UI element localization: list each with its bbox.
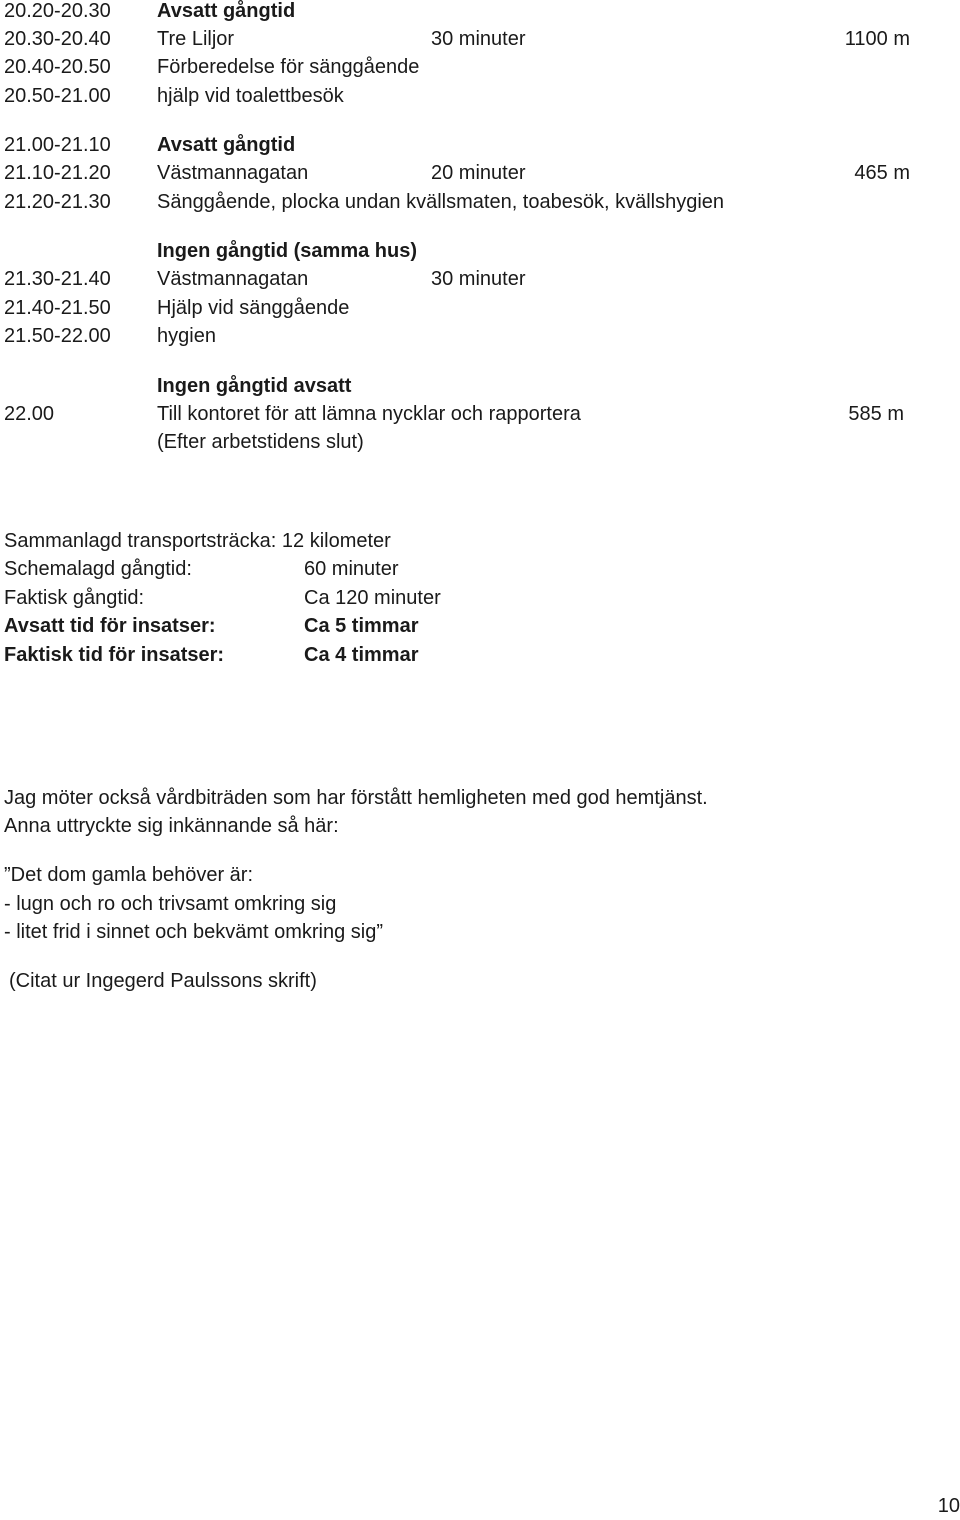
summary-row (4, 555, 704, 583)
schedule-time: 21.00-21.10 (4, 134, 111, 156)
schedule-activity: Till kontoret för att lämna nycklar och rapportera (157, 403, 581, 425)
schedule-time: 22.00 (4, 403, 55, 425)
schedule-activity: Tre Liljor (157, 28, 235, 50)
schedule-activity: Förberedelse för sänggående (157, 56, 420, 78)
schedule-time: 21.50-22.00 (4, 325, 111, 347)
schedule-row (4, 400, 954, 428)
summary-row (4, 612, 704, 640)
quote-line: ”Det dom gamla behöver är: (4, 864, 254, 886)
schedule-row (4, 265, 954, 293)
schedule-time: 21.40-21.50 (4, 297, 111, 319)
schedule-row (4, 25, 954, 53)
summary-value: Ca 4 timmar (304, 644, 419, 666)
schedule-row (4, 294, 954, 322)
paragraph-line: Anna uttryckte sig inkännande så här: (4, 815, 339, 837)
schedule-row (4, 237, 954, 265)
schedule-time: 20.40-20.50 (4, 56, 111, 78)
summary-label: Schemalagd gångtid: (4, 558, 192, 580)
schedule-row (4, 372, 954, 400)
schedule-time: 20.20-20.30 (4, 0, 111, 22)
summary-row (4, 527, 704, 555)
schedule-distance: 1100 m (844, 28, 910, 50)
schedule-distance: 585 m (848, 403, 904, 425)
schedule-activity: Hjälp vid sänggående (157, 297, 350, 319)
summary-value: Ca 120 minuter (304, 587, 441, 609)
schedule-time: 20.30-20.40 (4, 28, 111, 50)
quote-line: - lugn och ro och trivsamt omkring sig (4, 893, 337, 915)
summary-label: Avsatt tid för insatser: (4, 615, 216, 637)
schedule-duration: 20 minuter (431, 162, 526, 184)
quote-line: - litet frid i sinnet och bekvämt omkring sig” (4, 921, 384, 943)
schedule-activity: hjälp vid toalettbesök (157, 85, 344, 107)
page-number: 10 (937, 1495, 960, 1517)
schedule-activity: Avsatt gångtid (157, 134, 296, 156)
schedule-row (4, 0, 954, 25)
schedule-activity: Västmannagatan (157, 268, 309, 290)
summary-row (4, 584, 704, 612)
schedule-time: 21.20-21.30 (4, 191, 111, 213)
schedule-duration: 30 minuter (431, 268, 526, 290)
citation: (Citat ur Ingegerd Paulssons skrift) (9, 970, 317, 992)
schedule-row (4, 188, 954, 216)
summary-label: Faktisk gångtid: (4, 587, 145, 609)
schedule-activity: Västmannagatan (157, 162, 309, 184)
schedule-row (4, 159, 954, 187)
schedule-activity: Ingen gångtid avsatt (157, 375, 352, 397)
schedule-activity: (Efter arbetstidens slut) (157, 431, 364, 453)
schedule-row (4, 53, 954, 81)
summary-label: Sammanlagd transportsträcka: 12 kilometer (4, 530, 391, 552)
schedule-time: 21.30-21.40 (4, 268, 111, 290)
summary-row (4, 641, 704, 669)
schedule-row (4, 82, 954, 110)
schedule-row (4, 428, 954, 456)
schedule-duration: 30 minuter (431, 28, 526, 50)
schedule-distance: 465 m (854, 162, 910, 184)
schedule-activity: Sänggående, plocka undan kvällsmaten, toabesök, kvällshygien (157, 191, 725, 213)
schedule-time: 21.10-21.20 (4, 162, 111, 184)
summary-value: 60 minuter (304, 558, 399, 580)
summary-label: Faktisk tid för insatser: (4, 644, 225, 666)
schedule-row (4, 131, 954, 159)
schedule-time: 20.50-21.00 (4, 85, 111, 107)
schedule-row (4, 322, 954, 350)
summary-value: Ca 5 timmar (304, 615, 419, 637)
paragraph-line: Jag möter också vårdbiträden som har förstått hemligheten med god hemtjänst. (4, 787, 708, 809)
schedule-activity: hygien (157, 325, 216, 347)
schedule-activity: Ingen gångtid (samma hus) (157, 240, 418, 262)
schedule-activity: Avsatt gångtid (157, 0, 296, 22)
